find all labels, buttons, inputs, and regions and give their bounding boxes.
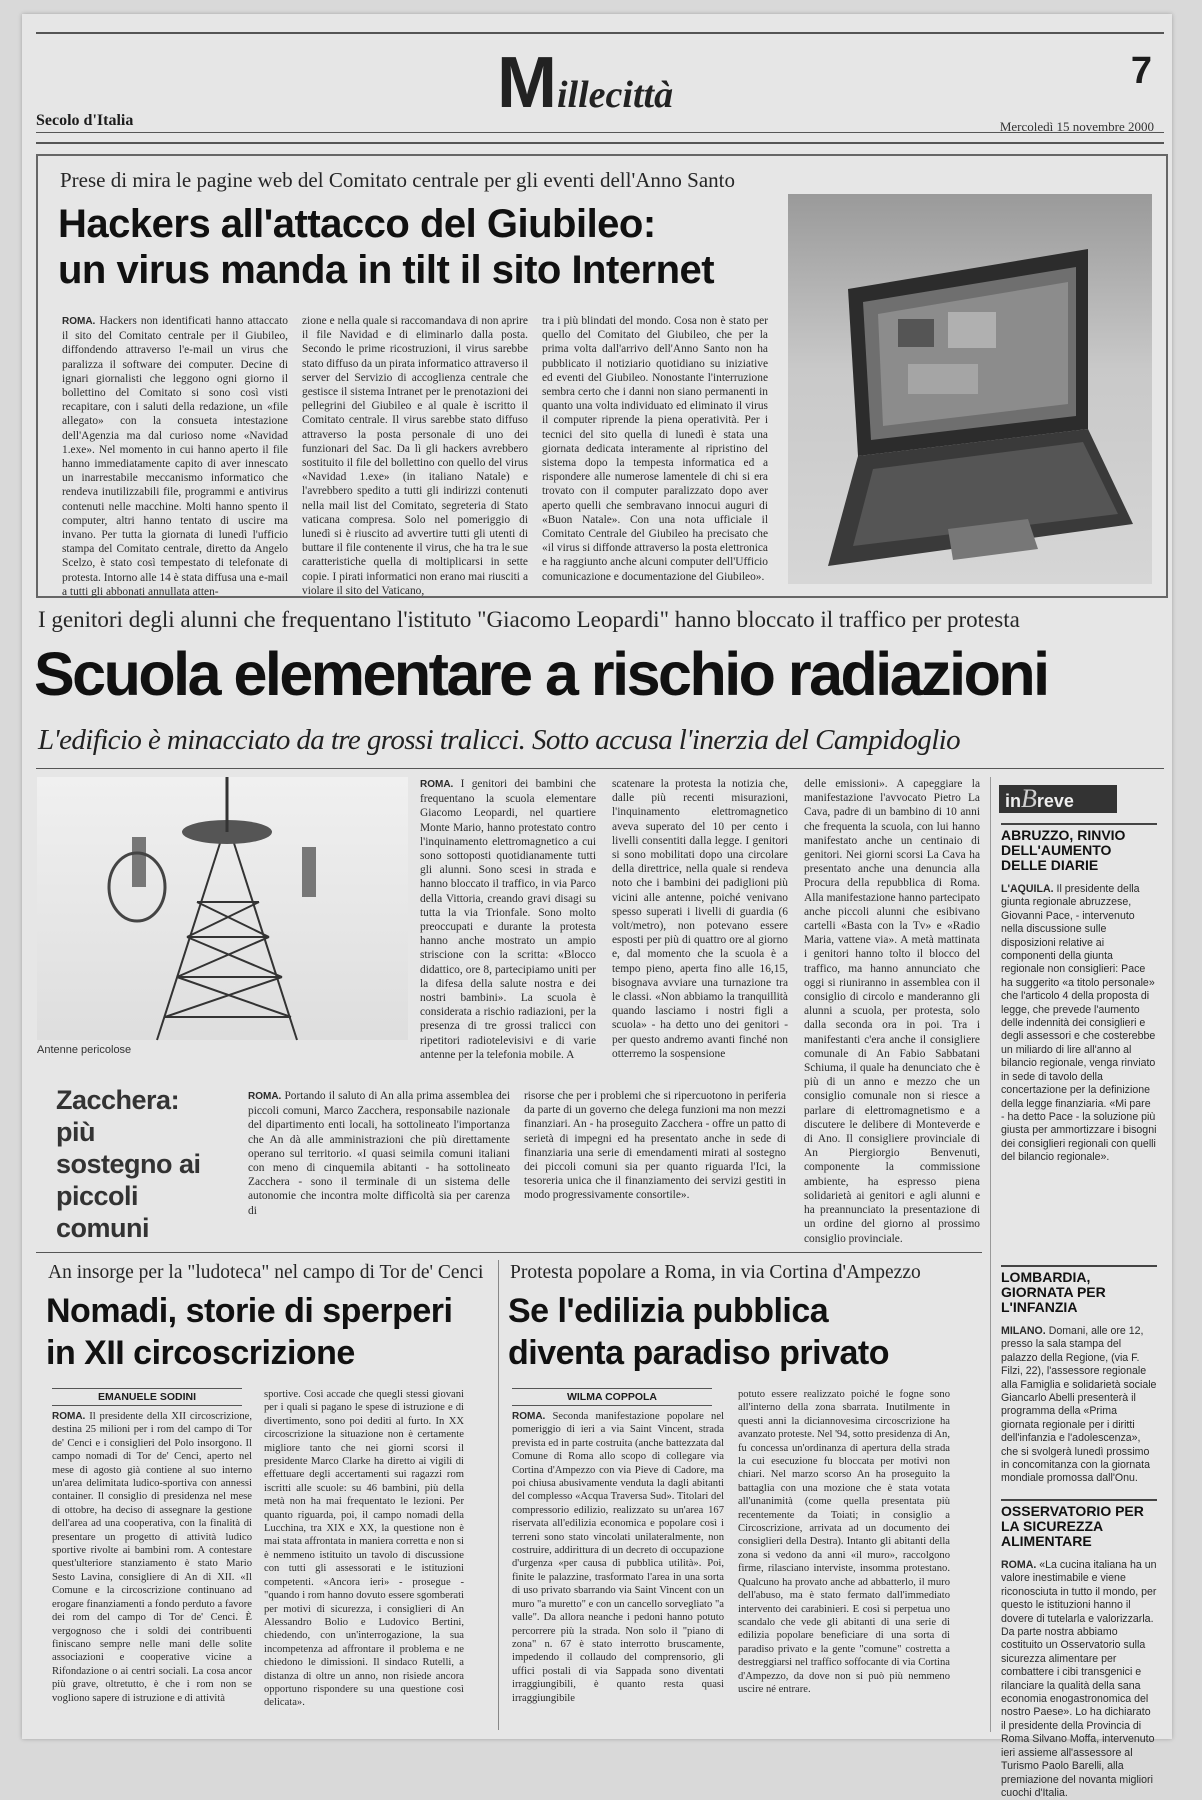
laptop-photo (788, 194, 1152, 584)
dateline: ROMA. (62, 316, 96, 327)
column-text: sportive. Così accade che quegli stessi giovani per i quali si pagano le spese di istruzione e di divertimento, sono poi dediti al furto. In XX circoscrizione la situazione non è certamente migliore tanto che nei giorni scorsi il presidente Marco Clarke ha diretto ai vigili di effettuare degli accertamenti sui ragazzi rom iscritti alle scuole: su 46 bambini, più della metà non ha mai frequentato le lezioni. Per quanto riguarda, poi, il campo nomadi della Lucchina, tra XIX e XX, la questione non è mai stata affrontata in maniera corretta e non si è nemmeno istituito un tavolo di discussione con tutti gli assessorati e le istituzioni competenti. «Ancora ieri» - prosegue - "quando i rom hanno dovuto essere sgomberati per motivi di sicurezza, i consiglieri di An Alessandro Bolio e Ludovico Bertini, chiedendo, con un'interrogazione, la sua incompetenza ad affrontare il problema e ne chiedono le dimissioni. Il sindaco Rutelli, a distanza di oltre un anno, non risiede ancora opportuno rispondere su una questione così delicata». (264, 1389, 464, 1709)
sidebar-logo (999, 785, 1117, 813)
column-text: Portando il saluto di An alla prima assemblea dei piccoli comuni, Marco Zacchera, responsabile nazionale del dipartimento enti locali, ha sottolineato l'importanza che An dà alle amministrazioni che più direttamente operano sul territorio. «I quasi seimila comuni italiani con meno di cinquemila abitanti - ha sottolineato Zacchera - sono il terminale di un sistema delle autonomie che incontra molte difficoltà sia per carenza di (248, 1090, 510, 1217)
masthead-rule-2 (36, 142, 1164, 144)
article-headline: Scuola elementare a rischio radiazioni (34, 640, 1048, 708)
headline-line-2: in XII circoscrizione (46, 1334, 355, 1372)
article-column-3 (804, 777, 980, 1245)
laptop-illustration (788, 194, 1152, 584)
article-kicker: An insorge per la "ludoteca" nel campo di Tor de' Cenci (48, 1262, 484, 1283)
photo-caption: Antenne pericolose (37, 1044, 132, 1056)
newspaper-name: Secolo d'Italia (36, 112, 134, 129)
headline-line-1: Se l'edilizia pubblica (508, 1292, 829, 1330)
article-column-1 (420, 777, 596, 1065)
issue-date: Mercoledì 15 novembre 2000 (999, 119, 1154, 134)
article-column-1 (62, 314, 288, 598)
article-column-1 (248, 1089, 510, 1245)
brief-title: LOMBARDIA, GIORNATA PER L'INFANZIA (1001, 1265, 1157, 1315)
antenna-tower-illustration (37, 777, 408, 1040)
article-subheadline: L'edificio è minacciato da tre grossi tralicci. Sotto accusa l'inerzia del Campidoglio (38, 724, 961, 756)
section-logo-letter: M (497, 43, 557, 123)
article-headline (508, 1290, 978, 1374)
dateline: ROMA. (420, 779, 454, 790)
article-kicker: I genitori degli alunni che frequentano l'istituto "Giacomo Leopardi" hanno bloccato il traffico per protesta (38, 607, 1020, 632)
section-logo (497, 43, 674, 123)
column-text: risorse che per i problemi che si ripercuotono in periferia da parte di un governo che delega funzioni ma non mezzi finanziari. An - ha proseguito Zacchera - offre un patto di serietà di impegni ed ha presentato anche in sede di finanziaria una serie di emendamenti mirati al sostegno dei piccoli comuni sia per quanto riguarda l'Ici, la tesoreria unica che il finanziamento dei servizi gestiti in modo progressivamente consortile». (524, 1090, 786, 1202)
sidebar-logo-in: in (1005, 791, 1021, 811)
column-text: potuto essere realizzato poiché le fogne sono all'interno della zona sbarrata. Inutilmente in questi anni la diciannovesima circoscrizione ha avanzato proteste. Nel '94, sotto presidenza di An, fu concessa un'ordinanza di apertura della strada la cui esecuzione fu bloccata per motivi non chiari. Nel marzo scorso An ha proseguito la battaglia con una mozione che è stata votata all'unanimità (come quella presentata più recentemente da Toiati; in consiglio a Circoscrizione, arrivata ad un documento dei consiglieri della Destra). Intanto gli abitanti della zona si vedono da anni «il muro», raccolgono firme, rilasciano interviste, insomma protestano. Qualcuno ha provato anche ad abbatterlo, il muro dell'abuso, ma è stato fermato dall'immediato intervento dei carabinieri. E così si perpetua uno scandalo che vede gli abitanti di una serie di edilizia popolare beneficiare di una sorta di paradiso privato e la gente "comune" costretta a destreggiarsi nel traffico soffocante di via Cortina d'Ampezzo, da dove non si può più nemmeno uscire né entrare. (738, 1389, 950, 1695)
masthead-rule (36, 132, 1164, 133)
article-column-2 (524, 1089, 786, 1245)
newspaper-page (22, 14, 1172, 1799)
column-text: Il presidente della XII circoscrizione, destina 25 milioni per i rom del campo di Tor de' Cenci e i consiglieri del Polo insorgono. Il campo nomadi di Tor de' Cenci, aperto nel mese di agosto già contiene al suo interno un'area delimitata ludico-sportiva con annessi container. Il consiglio di presidenza nel mese di ottobre, ha deciso di assegnare la gestione dell'area ad una cooperativa, con la finalità di presentare un progetto di attività ludico sportive rivolte ai bambini rom. A contestare quest'ulteriore stanziamento è stato Mario Sesto Lavina, consigliere di An di XII. «Il Comune e la circoscrizione continuano ad erogare finanziamenti a fondo perduto a favore dei rom del campo di Tor de' Cenci. È vergognoso che i soldi dei contribuenti finiscano sempre nelle mani delle solite associazioni e cooperative vicine a Rifondazione o ai centri sociali. La cosa ancor più grave, oltretutto, è che i rom non se vogliono sapere di istruzione e di attività (52, 1411, 252, 1704)
section-rule (36, 768, 1164, 769)
sidebar-in-breve (990, 777, 1163, 1799)
article-column-3 (542, 314, 768, 589)
headline-line-2: un virus manda in tilt il sito Internet (58, 248, 715, 292)
column-text: scatenare la protesta la notizia che, dalle più recenti misurazioni, l'inquinamento elettromagnetico aveva superato del 10 per cento i livelli consentiti dalla legge. I genitori si sono mobilitati dopo una circolare della direttrice, nella quale si rendeva noto che i bambini dei padiglioni più vicini alle antenne, poiché venivano spesso superati i livelli di guardia (6 volt/metro), non potevano essere esposti per più di quattro ore al giorno e, dal momento che la scuola è a tempo pieno, aperta fino alle 16,15, bisognava avviare una turnazione tra le classi. «Non abbiamo la tranquillità quando lasciamo i nostri figli a scuola» - ha detto uno dei genitori - per questo andremo avanti finché non otterremo la sospensione (612, 778, 788, 1060)
brief-dateline: L'AQUILA. (1001, 883, 1054, 895)
article-column-2 (264, 1388, 464, 1732)
column-text: I genitori dei bambini che frequentano la scuola elementare Giacomo Leopardi, nel quartiere Monte Mario, hanno protestato contro l'inquinamento elettromagnetico a cui sono sottoposti quotidianamente tutti gli alunni. Sono scesi in strada e hanno bloccato il traffico, in via Parco della Vittoria, creando gravi disagi su tutta la via Trionfale. Sono molto preoccupati e durante la protesta hanno anche mostrato un ampio striscione con la scritta: «Blocco didattico, ore 8, partecipiamo uniti per la difesa della salute nostra e dei nostri bambini». La scuola è considerata a rischio radiazioni, per la presenza di tre grossi tralicci con ripetitori radiotelevisivi e di varie antenne per la telefonia mobile. A (420, 778, 596, 1061)
top-rule (36, 32, 1164, 34)
masthead (22, 14, 1172, 139)
column-text: zione e nella quale si raccomandava di non aprire il file Navidad e di eliminarlo dalla posta. Secondo le prime ricostruzioni, il virus sarebbe stato diffuso da un pirata informatico attraverso il server del Servizio di accoglienza centrale che gestisce il sistema Intranet per le prenotazioni dei pellegrini del Giubileo e al quale è iscritto il Comitato centrale. Il virus sarebbe stato diffuso attraverso la posta personale di uno dei funzionari del Sac. Da lì gli hackers avrebbero sostituito il file del bollettino con quello del virus «Navidad 1.exe» (in italiano Natale) e l'avrebbero spedito a tutti gli indirizzi contenuti nella mail list del Comitato, segreteria di Stato vaticana compresa. Solo nel pomeriggio di lunedì si è riuscito ad avvertire tutti gli utenti di buttare il file contenente il virus, che ha tra le sue caratteristiche quella di moltiplicarsi in sette copie. I pirati informatici non erano mai riusciti a violare il sito del Vaticano, (302, 315, 528, 597)
article-column-2 (738, 1388, 950, 1732)
headline-line-2: diventa paradiso privato (508, 1334, 889, 1372)
section-rule (36, 1252, 982, 1253)
article-headline (58, 201, 788, 293)
headline-line-1: Nomadi, storie di sperperi (46, 1292, 453, 1330)
dateline: ROMA. (248, 1091, 282, 1102)
sidebar-logo-b: B (1021, 784, 1037, 813)
brief-abruzzo (1001, 823, 1157, 1233)
column-text: delle emissioni». A capeggiare la manifestazione l'avvocato Pietro La Cava, padre di un bambino di 10 anni che frequenta la scuola, con lui hanno manifestato anche un centinaio di genitori. Nei giorni scorsi La Cava ha presentato anche una denuncia alla Procura della repubblica di Roma. Alla manifestazione hanno partecipato anche piccoli alunni che esibivano cartelli «Basta con la Tv» e «Radio Maria, vattene via». A metà mattinata i genitori hanno tolto il blocco del traffico, ma hanno annunciato che oggi si riuniranno in assemblea con il consiglio di circolo e manderanno gli alunni a scuola, per protesta, solo dalla seconda ora in poi. Tra i manifestanti c'era anche il consigliere comunale di An Fabio Sabbatani Schiuma, il quale ha denunciato che è più di un anno e mezzo che un consiglio comunale non si riesce a parlare di elettromagnetismo e a discutere le delibere di Monteverde e di Ano. Il consigliere provinciale di An Piergiorgio Benvenuti, componente la commissione ambiente, ha espresso piena solidarietà ai genitori e agli alunni e ha preannunciato la presentazione di un ordine del giorno al prossimo consiglio provinciale. (804, 778, 980, 1245)
column-text: Hackers non identificati hanno attaccato il sito del Comitato centrale per il Giubileo, diffondendo attraverso l'e-mail un virus che paralizza il software dei computer. Decine di ignari giornalisti che leggono ogni giorno il bollettino del Comitato si sono così visti recapitare, con i saluti della redazione, un «file allegato» con la consueta intestazione dell'Agenzia ma dal curioso nome «Navidad 1.exe». Nel momento in cui hanno aperto il file hanno immediatamente capito di aver innescato un inarrestabile meccanismo informatico che rendeva inutilizzabili file, programmi e antivirus contenuti nelle macchine. Molti hanno spento il computer, altri hanno tentato di uscire ma invano. Per tutta la giornata di lunedì l'ufficio stampa del Comitato centrale, diretto da Angelo Scelzo, è stato così tempestato di telefonate di protesta. Intorno alle 14 è stata diffusa una e-mail a tutti gli abbonati annullata atten- (62, 315, 288, 598)
page-number: 7 (1130, 50, 1152, 92)
article-kicker: Prese di mira le pagine web del Comitato centrale per gli eventi dell'Anno Santo (60, 168, 736, 192)
article-column-2 (302, 314, 528, 597)
column-text: Seconda manifestazione popolare nel pomeriggio di ieri a via Saint Vincent, strada prevista ed in parte costruita (anche battezzata dal Comune di Roma allo scopo di collegare via Cortina d'Ampezzo con via Pieve di Cadore, ma poi chiusa abusivamente venduta la dagli abitanti del complesso «Acqua Traversa Sud». Titolari del compressorio edilizio, realizzato su un'area 167 riservata all'edilizia economica e popolare così i terreni sono stato vincolati unilateralmente, non costruire, addirittura di un decreto di occupazione d'urgenza «per causa di pubblica utilità». Poi, finite le palazzine, trasformato l'area in una sorta di uso privato sbarrando via Saint Vincent con un muro "a muretto" e con un cancello sorvegliato "a valle". Da allora neanche i pedoni hanno potuto percorrere più la strada. Non solo il "piano di zona" n. 67 è stato interrotto bruscamente, impedendo il collaudo del comprensorio, gli uffici postali di via Sappada sono diventati irraggiungibili, è quanto resta quasi irraggiungibile (512, 1411, 724, 1704)
article-column-1 (512, 1410, 724, 1732)
article-hackers (36, 154, 1168, 598)
antenna-photo (37, 777, 408, 1040)
headline-line-1: Hackers all'attacco del Giubileo: (58, 202, 656, 246)
column-divider (498, 1260, 499, 1730)
sidebar-logo-reve: reve (1036, 791, 1074, 811)
byline: WILMA COPPOLA (512, 1388, 712, 1406)
article-column-1 (52, 1410, 252, 1732)
dateline: ROMA. (52, 1411, 86, 1422)
article-kicker: Protesta popolare a Roma, in via Cortina d'Ampezzo (510, 1262, 921, 1283)
byline: EMANUELE SODINI (52, 1388, 242, 1406)
section-title: illecittà (556, 74, 674, 116)
article-headline: Zacchera: più sostegno ai piccoli comuni (56, 1085, 201, 1243)
brief-text: Il presidente della giunta regionale abruzzese, Giovanni Pace, - intervenuto nella discussione sulle disposizioni relative ai componenti della giunta regionale non consiglieri: Pace ha suggerito «a titolo personale» che l'articolo 4 della proposta di legge, che prevede l'aumento delle indennità dei consiglieri e degli assessori e che costerebbe un miliardo di lire all'anno al bilancio regionale, venga rinviato in sede di tavolo della concertazione per la definizione della legge finanziaria. «Mi pare - ha detto Pace - la soluzione più giusta per ammortizzare i bisogni dei consiglieri regionali con quelli del bilancio regionale». (1001, 883, 1157, 1164)
article-column-2 (612, 777, 788, 1065)
brief-osservatorio (1001, 1499, 1157, 1799)
brief-text: «La cucina italiana ha un valore inestimabile e viene riconosciuta in tutto il mondo, per questo le istituzioni hanno il dovere di tutelarla e valorizzarla. Da parte nostra abbiamo costituito un Osservatorio sulla sicurezza alimentare per combattere i cibi transgenici e rilanciare la qualità della sana economia enogastronomica del nostro Paese». Lo ha dichiarato il presidente della Provincia di Roma Silvano Moffa, intervenuto ieri assieme all'assessore al Turismo Paolo Barelli, alla premiazione del novanta migliori cuochi d'Italia. (1001, 1559, 1157, 1799)
brief-dateline: MILANO. (1001, 1325, 1046, 1337)
dateline: ROMA. (512, 1411, 546, 1422)
brief-title: ABRUZZO, RINVIO DELL'AUMENTO DELLE DIARIE (1001, 823, 1157, 873)
brief-title: OSSERVATORIO PER LA SICUREZZA ALIMENTARE (1001, 1499, 1157, 1549)
article-headline (46, 1290, 506, 1374)
brief-dateline: ROMA. (1001, 1559, 1037, 1571)
column-text: tra i più blindati del mondo. Cosa non è stato per quello del Comitato del Giubileo, che per la prima volta dall'arrivo dell'Anno Santo non ha pubblicato il notiziario quotidiano su iniziative ed eventi del Giubileo. Nonostante l'interruzione sembra certo che i danni non siano permanenti in quanto una volta individuato ed eliminato il virus il computer riprende la piena operatività. Per i tecnici del sito quella di lunedì è stata una giornata dedicata interamente al ripristino del sistema dopo la tempesta informatica ed a rispondere alle numerose lamentele di chi si era trovato con il computer paralizzato dopo aver aperto quelli che sembravano innocui auguri di «Buon Natale». Con una nota ufficiale il Comitato Centrale del Giubileo ha precisato che «il virus si diffonde attraverso la posta elettronica e ha raggiunto anche alcuni computer dell'Ufficio comunicazione e documentazione del Giubileo». (542, 315, 768, 583)
brief-text: Domani, alle ore 12, presso la sala stampa del palazzo della Regione, (via F. Filzi, 22), l'assessore regionale alla Famiglia e solidarietà sociale Giancarlo Abelli presenterà il programma della «Prima giornata regionale per i diritti dell'infanzia e l'adolescenza», che si svolgerà lunedì prossimo in concomitanza con la giornata mondiale promossa dall'Onu. (1001, 1325, 1157, 1485)
